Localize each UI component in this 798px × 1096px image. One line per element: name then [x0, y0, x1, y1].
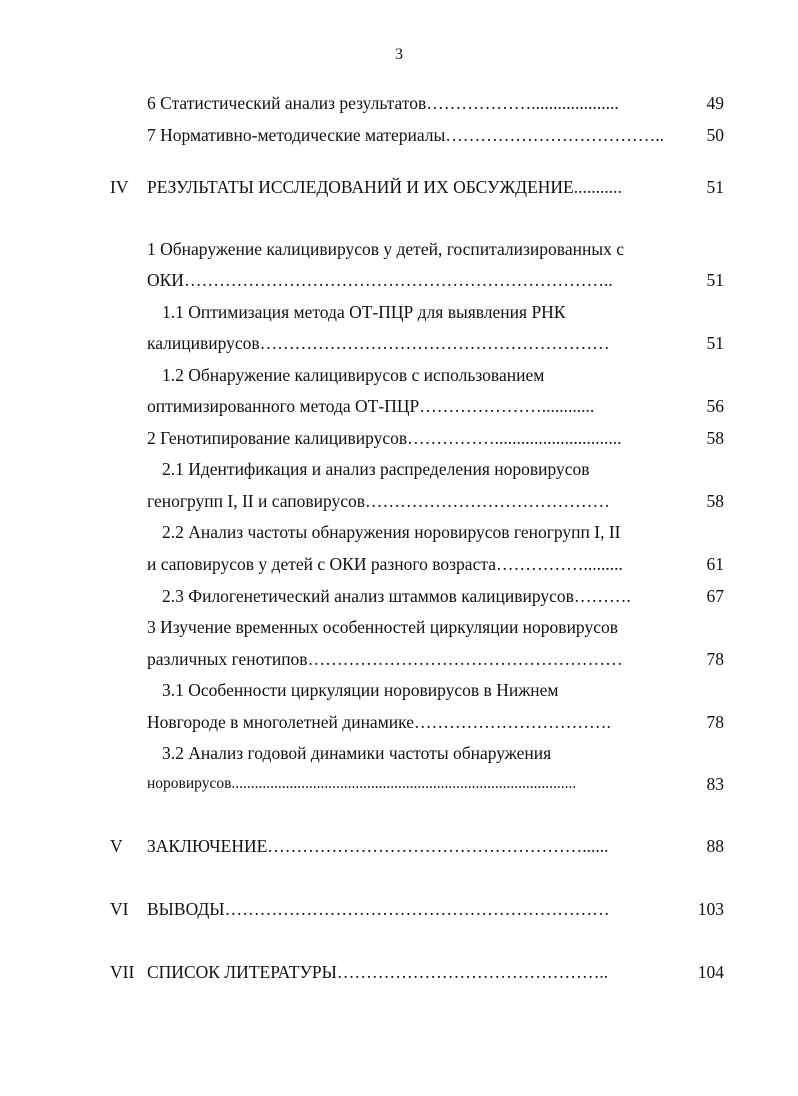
toc-entry-1-line1: 1 Обнаружение калицивирусов у детей, госпитализированных с: [147, 239, 624, 259]
toc-entry-2-1-line1: 2.1 Идентификация и анализ распределения норовирусов: [162, 459, 590, 479]
chapter-iv-numeral: IV: [110, 177, 129, 197]
toc-page-1: 51: [706, 270, 724, 290]
chapter-iv-page: 51: [706, 177, 724, 197]
chapter-v-page: 88: [706, 836, 724, 856]
toc-entry-3-line1: 3 Изучение временных особенностей циркуляции норовирусов: [147, 617, 618, 637]
toc-entry-2-2-line1: 2.2 Анализ частоты обнаружения норовирусов геногрупп I, II: [162, 522, 621, 542]
toc-page-2: 58: [706, 428, 724, 448]
chapter-iv-title: РЕЗУЛЬТАТЫ ИССЛЕДОВАНИЙ И ИХ ОБСУЖДЕНИЕ...........: [147, 177, 622, 197]
toc-page-3: 78: [706, 649, 724, 669]
toc-entry-3-2-line1: 3.2 Анализ годовой динамики частоты обнаружения: [162, 743, 552, 763]
toc-page-2-2: 61: [706, 554, 724, 574]
toc-page-6: 49: [706, 93, 724, 113]
toc-entry-1-2-line2: оптимизированного метода ОТ-ПЦР…………………............: [147, 396, 595, 416]
chapter-vii-numeral: VII: [110, 962, 135, 982]
page-number: 3: [395, 46, 403, 63]
toc-entry-3-line2: различных генотипов………………………………………………: [147, 649, 623, 669]
chapter-vi-numeral: VI: [110, 899, 129, 919]
toc-page-7: 50: [706, 125, 724, 145]
toc-entry-2-3: 2.3 Филогенетический анализ штаммов калицивирусов……….: [162, 586, 631, 606]
toc-entry-2-1-line2: геногрупп I, II и саповирусов……………………………………: [147, 491, 611, 511]
chapter-vii-title: СПИСОК ЛИТЕРАТУРЫ………………………………………..: [147, 962, 609, 982]
toc-entry-7: 7 Нормативно-методические материалы………………………………..: [147, 125, 665, 145]
chapter-vi-title: ВЫВОДЫ…………………………………………………………: [147, 899, 610, 919]
chapter-v-numeral: V: [110, 836, 123, 856]
toc-entry-1-1-line1: 1.1 Оптимизация метода ОТ-ПЦР для выявления РНК: [162, 302, 566, 322]
toc-page-2-3: 67: [706, 586, 724, 606]
toc-entry-2-2-line2: и саповирусов у детей с ОКИ разного возраста…………….........: [147, 554, 623, 574]
chapter-vii-page: 104: [697, 962, 724, 982]
toc-page-1-1: 51: [706, 333, 724, 353]
toc-entry-2: 2 Генотипирование калицивирусов…………….............................: [147, 428, 622, 448]
toc-entry-1-1-line2: калицивирусов……………………………………………………: [147, 333, 610, 353]
toc-entry-3-1-line2: Новгороде в многолетней динамике…………………………….: [147, 712, 611, 732]
toc-page-3-1: 78: [706, 712, 724, 732]
toc-page-3-2: 83: [706, 774, 724, 794]
toc-entry-1-2-line1: 1.2 Обнаружение калицивирусов с использованием: [162, 365, 545, 385]
toc-entry-6: 6 Статистический анализ результатов………………....................: [147, 93, 619, 113]
chapter-vi-page: 103: [697, 899, 724, 919]
toc-page-1-2: 56: [706, 396, 724, 416]
toc-entry-3-2-line2: норовирусов.........................................................................................: [147, 775, 577, 792]
toc-entry-1-line2: ОКИ………………………………………………………………..: [147, 270, 613, 290]
toc-page-2-1: 58: [706, 491, 724, 511]
chapter-v-title: ЗАКЛЮЧЕНИЕ………………………………………………......: [147, 836, 609, 856]
toc-entry-3-1-line1: 3.1 Особенности циркуляции норовирусов в Нижнем: [162, 680, 559, 700]
